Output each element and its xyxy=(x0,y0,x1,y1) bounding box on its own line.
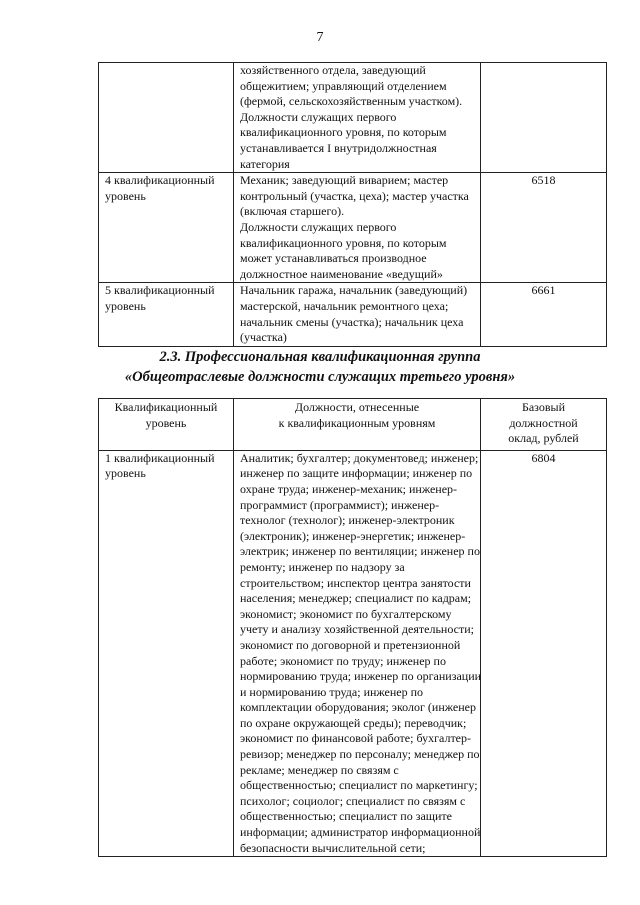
positions-line: устанавливается I внутридолжностная xyxy=(240,140,437,155)
level-line: 4 квалификационный xyxy=(105,173,215,188)
positions-line: (фермой, сельскохозяйственным участком). xyxy=(240,94,463,109)
level-cell xyxy=(99,450,234,856)
positions-line: общественностью; специалист по защите xyxy=(240,809,452,824)
header-line: оклад, рублей xyxy=(508,431,579,446)
positions-line: строительством; инспектор центра занятости xyxy=(240,575,471,590)
positions-cell xyxy=(234,283,481,346)
positions-line: категория xyxy=(240,156,290,171)
positions-line: информации; администратор информационной xyxy=(240,825,481,840)
header-line: Должности, отнесенные xyxy=(294,400,420,414)
positions-line: населения; менеджер; специалист по кадрам; xyxy=(240,591,472,606)
positions-line: комплектации оборудования; эколог (инженер xyxy=(240,700,476,715)
table-row xyxy=(99,63,607,173)
qualification-table xyxy=(98,398,607,857)
section-title-line: 2.3. Профессиональная квалификационная группа xyxy=(159,349,481,365)
positions-line: инженер по защите информации; инженер по xyxy=(240,466,473,481)
page-number: 7 xyxy=(316,30,324,45)
positions-line: хозяйственного отдела, заведующий xyxy=(240,63,426,77)
positions-cell xyxy=(234,450,481,856)
positions-line: работе; экономист по труду; инженер по xyxy=(240,653,446,668)
level-line: 5 квалификационный xyxy=(105,283,215,298)
header-salary xyxy=(481,399,607,451)
positions-line: общественностью; специалист по маркетингу; xyxy=(240,778,478,793)
header-line: к квалификационным уровням xyxy=(278,415,436,430)
header-positions xyxy=(234,399,481,451)
positions-line: Должности служащих первого xyxy=(240,219,397,234)
positions-line: должностное наименование «ведущий» xyxy=(240,266,443,281)
table-row xyxy=(99,450,607,856)
positions-line: (электроник); инженер-энергетик; инженер- xyxy=(240,528,466,543)
header-line: должностной xyxy=(509,415,578,430)
header-line: Квалификационный xyxy=(114,400,218,414)
level-line: 1 квалификационный xyxy=(105,450,215,465)
header-line: уровень xyxy=(145,415,187,430)
positions-line: может устанавливаться производное xyxy=(240,251,427,266)
positions-line: ревизор; менеджер по персоналу; менеджер по xyxy=(240,747,480,762)
level-cell xyxy=(99,283,234,346)
level-cell xyxy=(99,63,234,173)
table-row xyxy=(99,283,607,346)
positions-line: психолог; социолог; специалист по связям с xyxy=(240,793,466,808)
salary-cell xyxy=(481,63,607,173)
positions-line: мастерской, начальник ремонтного цеха; xyxy=(240,298,449,313)
positions-line: квалификационного уровня, по которым xyxy=(240,235,447,250)
level-line: уровень xyxy=(105,188,146,203)
table-row xyxy=(99,173,607,283)
positions-line: по охране окружающей среды); переводчик; xyxy=(240,715,467,730)
positions-line: Начальник гаража, начальник (заведующий) xyxy=(240,283,468,298)
header-line: Базовый xyxy=(521,400,566,414)
positions-line: экономист; экономист по бухгалтерскому xyxy=(240,606,452,621)
salary-cell: 6518 xyxy=(481,173,607,283)
positions-line: программист (программист); инженер- xyxy=(240,497,440,512)
section-title xyxy=(0,347,640,387)
positions-line: учету и анализу хозяйственной деятельности; xyxy=(240,622,474,637)
positions-line: начальник смены (участка); начальник цеха xyxy=(240,314,464,329)
positions-line: охране труда; инженер-механик; инженер- xyxy=(240,481,458,496)
positions-line: ремонту; инженер по надзору за xyxy=(240,559,405,574)
positions-line: электрик; инженер по вентиляции; инженер по xyxy=(240,544,480,559)
section-title-line: «Общеотраслевые должности служащих третьего уровня» xyxy=(124,369,516,385)
positions-line: (включая старшего). xyxy=(240,204,345,219)
level-line: уровень xyxy=(105,466,146,481)
positions-line: Механик; заведующий виварием; мастер xyxy=(240,173,449,188)
level-cell xyxy=(99,173,234,283)
header-level xyxy=(99,399,234,451)
positions-line: (участка) xyxy=(240,330,287,345)
positions-line: контрольный (участка, цеха); мастер участка xyxy=(240,188,469,203)
level-line: уровень xyxy=(105,298,146,313)
continued-qualification-table xyxy=(98,62,607,347)
positions-line: безопасности вычислительной сети; xyxy=(240,840,426,855)
positions-line: Аналитик; бухгалтер; документовед; инженер; xyxy=(240,450,479,465)
positions-line: Должности служащих первого xyxy=(240,109,397,124)
positions-line: рекламе; менеджер по связям с xyxy=(240,762,399,777)
salary-cell: 6661 xyxy=(481,283,607,346)
positions-line: и нормированию труда; инженер по xyxy=(240,684,424,699)
positions-line: технолог (технолог); инженер-электроник xyxy=(240,513,455,528)
positions-line: экономист по договорной и претензионной xyxy=(240,637,461,652)
positions-line: экономист по финансовой работе; бухгалтер- xyxy=(240,731,472,746)
positions-line: квалификационного уровня, по которым xyxy=(240,125,447,140)
positions-cell xyxy=(234,63,481,173)
salary-cell: 6804 xyxy=(481,450,607,856)
positions-line: общежитием; управляющий отделением xyxy=(240,78,447,93)
table-header-row xyxy=(99,399,607,451)
positions-cell xyxy=(234,173,481,283)
positions-line: нормированию труда; инженер по организации xyxy=(240,669,482,684)
